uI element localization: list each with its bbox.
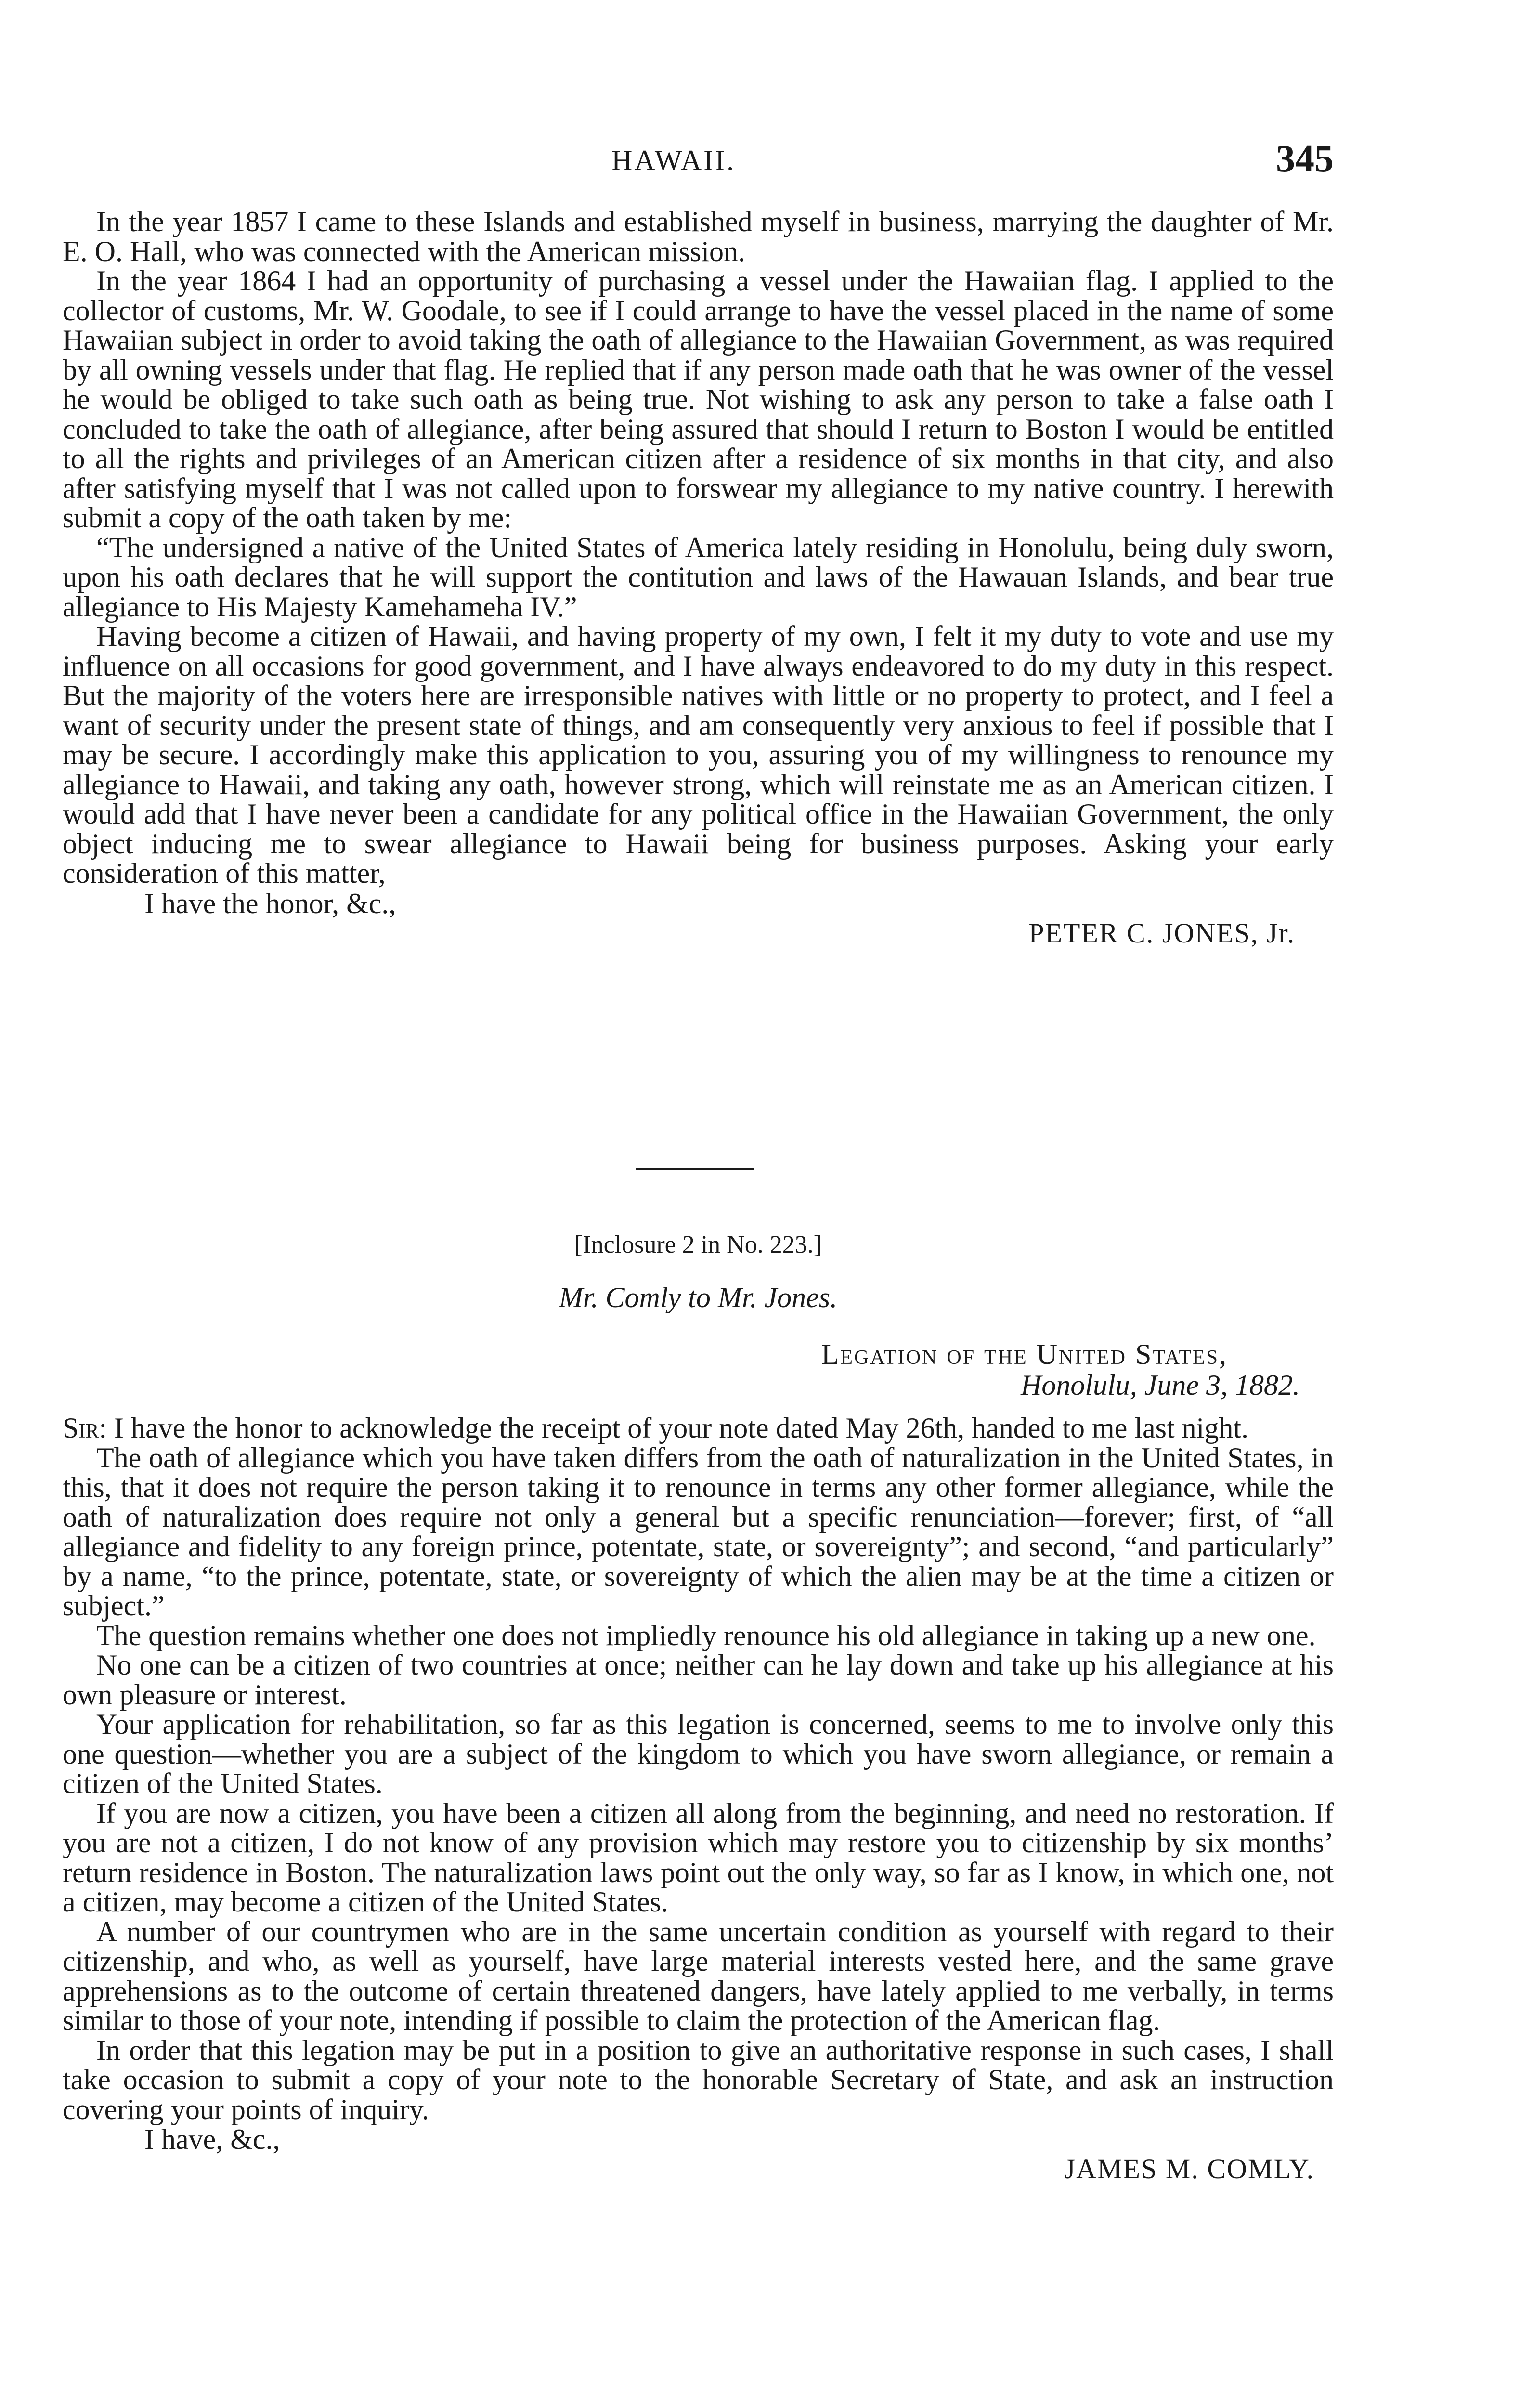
running-head	[63, 137, 1334, 185]
signature: JAMES M. COMLY.	[1064, 2153, 1314, 2185]
paragraph: In the year 1864 I had an opportunity of purchasing a vessel under the Hawaiian flag. I applied to the collector of customs, Mr. W. Goodale, to see if I could arrange to have the vessel placed in the name of some Hawaiian subject in order to avoid taking the oath of allegiance to the Hawaiian Government, as was required by all owning vessels under that flag. He replied that if any person made oath that he was owner of the vessel he would be obliged to take such oath as being true. Not wishing to ask any person to take a false oath I concluded to take the oath of allegiance, after being assured that should I return to Boston I would be entitled to all the rights and privileges of an American citizen after a residence of six months in that city, and also after satisfying myself that I was not called upon to forswear my allegiance to my native country. I herewith submit a copy of the oath taken by me:	[63, 265, 1334, 534]
paragraph: The question remains whether one does not impliedly renounce his old allegiance in taking up a new one.	[96, 1619, 1316, 1651]
inclosure-label: [Inclosure 2 in No. 223.]	[574, 1231, 822, 1258]
section-divider	[636, 1168, 754, 1170]
paragraph: In the year 1857 I came to these Islands and established myself in business, marrying the daughter of Mr. E. O. Hall, who was connected with the American mission.	[63, 206, 1334, 267]
paragraph: A number of our countrymen who are in the same uncertain condition as yourself with regard to their citizenship, and who, as well as yourself, have large material interests vested here, and the same grave apprehensions as to the outcome of certain threatened dangers, have lately applied to me verbally, in terms similar to those of your note, intending if possible to claim the protection of the American flag.	[63, 1915, 1334, 2036]
document-page	[63, 0, 1334, 2408]
paragraph: In order that this legation may be put in a position to give an authoritative response in such cases, I shall take occasion to submit a copy of your note to the honorable Secretary of State, and ask an instruction covering your points of inquiry.	[63, 2034, 1334, 2125]
paragraph: No one can be a citizen of two countries at once; neither can he lay down and take up his allegiance at his own pleasure or interest.	[63, 1649, 1334, 1711]
quoted-oath: “The undersigned a native of the United States of America lately residing in Honolulu, being duly sworn, upon his oath declares that he will support the contitution and laws of the Hawauan Islands, and bear true allegiance to His Majesty Kamehameha IV.”	[63, 531, 1334, 623]
paragraph: Your application for rehabilitation, so far as this legation is concerned, seems to me to involve only this one question—whether you are a subject of the kingdom to which you have sworn allegiance, or remain a citizen of the United States.	[63, 1708, 1334, 1799]
comly-letter-body	[63, 1413, 1334, 2184]
closing: I have the honor, &c.,	[144, 887, 396, 919]
closing: I have, &c.,	[144, 2123, 280, 2155]
opening-paragraph	[63, 1413, 1334, 1443]
place: Honolulu,	[1021, 1369, 1137, 1401]
jones-letter-body	[63, 207, 1334, 948]
signature: PETER C. JONES, Jr.	[1028, 917, 1295, 949]
legation-line: Legation of the United States,	[821, 1338, 1228, 1370]
salutation: Sir:	[63, 1412, 107, 1444]
dateline	[821, 1339, 1300, 1400]
opening-text: I have the honor to acknowledge the receipt of your note dated May 26th, handed to me last night.	[107, 1412, 1249, 1444]
paragraph: If you are now a citizen, you have been a citizen all along from the beginning, and need no restoration. If you are not a citizen, I do not know of any provision which may restore you to citizenship by six months’ return residence in Boston. The naturalization laws point out the only way, so far as I know, in which one, not a citizen, may become a citizen of the United States.	[63, 1797, 1334, 1918]
paragraph: The oath of allegiance which you have taken differs from the oath of naturalization in the United States, in this, that it does not require the person taking it to renounce in terms any other former allegiance, while the oath of naturalization does require not only a general but a specific renunciation—forever; first, of “all allegiance and fidelity to any foreign prince, potentate, state, or sovereignty”; and second, “and particularly” by a name, “to the prince, potentate, state, or sovereignty of which the alien may be at the time a citizen or subject.”	[63, 1441, 1334, 1622]
running-title: HAWAII.	[611, 144, 736, 176]
page-number: 345	[1276, 138, 1334, 180]
date: June 3, 1882.	[1144, 1369, 1300, 1401]
letter-heading: Mr. Comly to Mr. Jones.	[559, 1282, 838, 1313]
place-date-line	[821, 1370, 1300, 1400]
paragraph: Having become a citizen of Hawaii, and having property of my own, I felt it my duty to vote and use my influence on all occasions for good government, and I have always endeavored to do my duty in this respect. But the majority of the voters here are irresponsible natives with little or no property to protect, and I feel a want of security under the present state of things, and am consequently very anxious to feel if possible that I may be secure. I accordingly make this application to you, assuring you of my willingness to renounce my allegiance to Hawaii, and taking any oath, however strong, which will reinstate me as an American citizen. I would add that I have never been a candidate for any political office in the Hawaiian Government, the only object inducing me to swear allegiance to Hawaii being for business purposes. Asking your early consideration of this matter,	[63, 620, 1334, 889]
